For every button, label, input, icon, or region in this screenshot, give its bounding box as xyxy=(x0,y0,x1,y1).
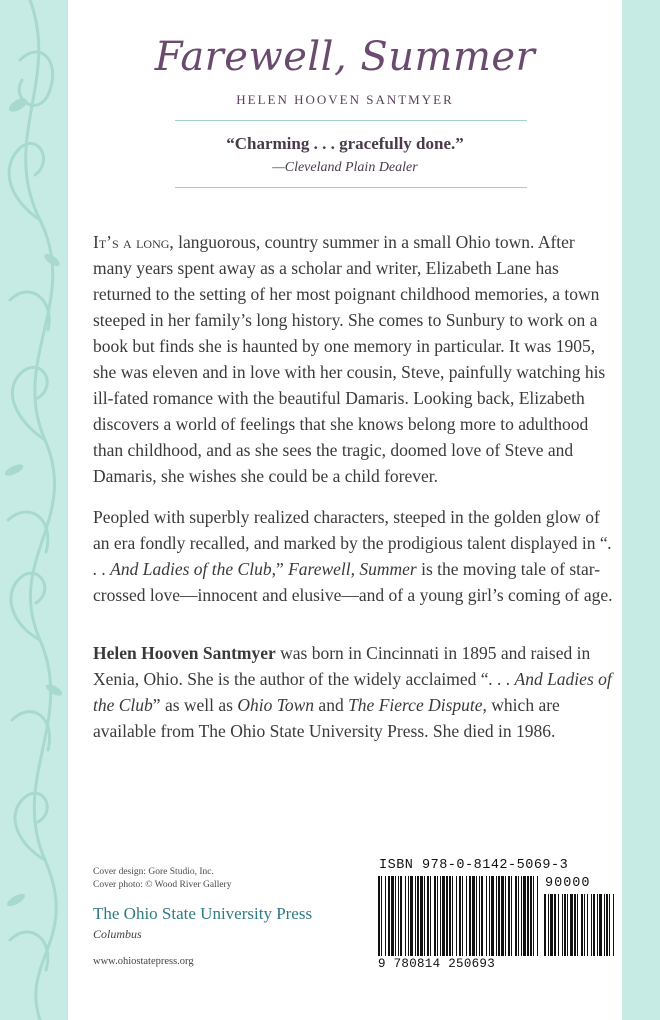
bio-text-c: and xyxy=(314,695,349,715)
synopsis-lead-in: It’s a long, xyxy=(93,232,174,252)
barcode-bar xyxy=(498,876,500,956)
isbn-text: ISBN 978-0-8142-5069-3 xyxy=(379,858,569,873)
barcode-bar xyxy=(466,876,467,956)
barcode-bar xyxy=(501,876,504,956)
barcode-bar xyxy=(533,876,534,956)
barcode-bar xyxy=(400,876,402,956)
barcode-bar xyxy=(537,876,538,956)
addon-barcode-bar xyxy=(570,894,573,956)
ean-number: 9 780814 250693 xyxy=(378,957,496,971)
barcode-bar xyxy=(378,876,380,956)
barcode-bar xyxy=(515,876,517,956)
barcode-bar xyxy=(491,876,494,956)
barcode-bar xyxy=(442,876,445,956)
decorative-right-band xyxy=(622,0,660,1020)
barcode-bar xyxy=(505,876,506,956)
publisher-city: Columbus xyxy=(93,927,142,941)
addon-barcode-bar xyxy=(544,894,546,956)
barcode-bar xyxy=(523,876,526,956)
praise-title-2: Farewell, Summer xyxy=(288,559,417,579)
addon-barcode-bar xyxy=(593,894,595,956)
barcode-bar xyxy=(415,876,416,956)
addon-barcode-bar xyxy=(606,894,608,956)
praise-text-a: Peopled with superbly realized characters, steeped in the golden glow of an era fondly recalled, and marked by the prodigious talent displayed in “ xyxy=(93,507,608,553)
bio-title-1: . . . And Ladies of the Club xyxy=(93,669,612,715)
barcode-bar xyxy=(530,876,532,956)
barcode-bar xyxy=(472,876,475,956)
addon-barcode-bar xyxy=(604,894,605,956)
barcode-bar xyxy=(489,876,490,956)
bio-title-3: The Fierce Dispute xyxy=(348,695,483,715)
review-quote: “Charming . . . gracefully done.” xyxy=(226,134,464,153)
barcode-bar xyxy=(430,876,431,956)
barcode-bar xyxy=(452,876,453,956)
floral-ornament-icon xyxy=(0,0,68,1020)
barcode-bar xyxy=(521,876,522,956)
barcode-bar xyxy=(481,876,483,956)
bio-text-d: , which are available from The Ohio State University Press. She died in 1986. xyxy=(93,695,560,741)
barcode-bar xyxy=(459,876,461,956)
barcode-bar xyxy=(420,876,423,956)
barcode-bar xyxy=(456,876,457,956)
publisher-name: The Ohio State University Press xyxy=(93,904,313,923)
barcode-bar xyxy=(417,876,419,956)
author-bio-paragraph xyxy=(93,640,613,744)
barcode-bar xyxy=(479,876,480,956)
barcode-bar xyxy=(527,876,529,956)
praise-text-c: is the moving tale of star-crossed love—innocent and elusive—and of a young girl’s coming of age. xyxy=(93,559,613,605)
barcode-bar xyxy=(462,876,463,956)
barcode-bar xyxy=(518,876,519,956)
addon-barcode-bar xyxy=(597,894,598,956)
bio-text-a: was born in Cincinnati in 1895 and raised in Xenia, Ohio. She is the author of the widely acclaimed “ xyxy=(93,643,591,689)
barcode-bar xyxy=(496,876,497,956)
price-code: 90000 xyxy=(545,876,591,891)
publisher-url: www.ohiostatepress.org xyxy=(93,956,194,967)
addon-barcode-bar xyxy=(613,894,614,956)
addon-barcode-bar xyxy=(587,894,588,956)
addon-barcode-bar xyxy=(558,894,559,956)
barcode-icon xyxy=(378,876,616,958)
praise-paragraph xyxy=(93,504,613,608)
praise-text-b: ,” xyxy=(271,559,289,579)
addon-barcode-bar xyxy=(550,894,553,956)
addon-barcode-bar xyxy=(554,894,556,956)
divider-bottom xyxy=(175,187,527,188)
addon-barcode-bar xyxy=(577,894,578,956)
barcode-bar xyxy=(440,876,441,956)
barcode-bar xyxy=(408,876,409,956)
book-title: Farewell, Summer xyxy=(154,34,536,80)
barcode-bar xyxy=(449,876,451,956)
barcode-bar xyxy=(437,876,438,956)
barcode-bar xyxy=(405,876,406,956)
barcode-bar xyxy=(381,876,382,956)
barcode-bar xyxy=(410,876,413,956)
cover-design-credit: Cover design: Gore Studio, Inc. xyxy=(93,867,214,877)
addon-barcode-bar xyxy=(567,894,568,956)
barcode-bar xyxy=(391,876,394,956)
barcode-bar xyxy=(508,876,510,956)
addon-barcode-bar xyxy=(609,894,610,956)
bio-title-2: Ohio Town xyxy=(237,695,315,715)
addon-barcode-bar xyxy=(562,894,563,956)
barcode-bar xyxy=(476,876,477,956)
addon-barcode-bar xyxy=(564,894,566,956)
barcode-bar xyxy=(434,876,436,956)
cover-credits xyxy=(93,866,231,892)
addon-barcode-bar xyxy=(584,894,585,956)
review-source: —Cleveland Plain Dealer xyxy=(272,160,418,175)
divider-top xyxy=(175,120,527,121)
barcode-bar xyxy=(469,876,471,956)
addon-barcode-bar xyxy=(591,894,592,956)
author-name: HELEN HOOVEN SANTMYER xyxy=(236,92,454,107)
addon-barcode-bar xyxy=(574,894,576,956)
barcode-bar xyxy=(486,876,487,956)
bio-author-name: Helen Hooven Santmyer xyxy=(93,643,276,663)
bio-text-b: ” as well as xyxy=(152,695,238,715)
barcode-bar xyxy=(395,876,396,956)
synopsis-text: languorous, country summer in a small Ohio town. After many years spent away as a scholar and writer, Elizabeth Lane has returned to the setting of her most poignant childhood memories, a town steeped in her family’s long history. She comes to Sunbury to work on a book but finds she is haunted by one memory in particular. It was 1905, she was eleven and in love with her cousin, Steve, painfully watching his ill-fated romance with the beautiful Damaris. Looking back, Elizabeth discovers a world of feelings that she knows belong more to adulthood than childhood, and as she sees the tragic, doomed love of Steve and Damaris, she wishes she could be a child forever. xyxy=(93,232,606,486)
barcode-bar xyxy=(385,876,386,956)
barcode-bar xyxy=(424,876,425,956)
addon-barcode-bar xyxy=(548,894,549,956)
addon-barcode-bar xyxy=(599,894,602,956)
barcode-bar xyxy=(446,876,448,956)
synopsis-paragraph xyxy=(93,229,613,489)
barcode-bar xyxy=(398,876,399,956)
praise-title-1: . . . And Ladies of the Club xyxy=(93,533,612,579)
decorative-left-band xyxy=(0,0,68,1020)
addon-barcode-bar xyxy=(581,894,583,956)
barcode-bar xyxy=(427,876,429,956)
barcode-bar xyxy=(388,876,390,956)
cover-photo-credit: Cover photo: © Wood River Gallery xyxy=(93,880,232,890)
barcode-bar xyxy=(511,876,512,956)
